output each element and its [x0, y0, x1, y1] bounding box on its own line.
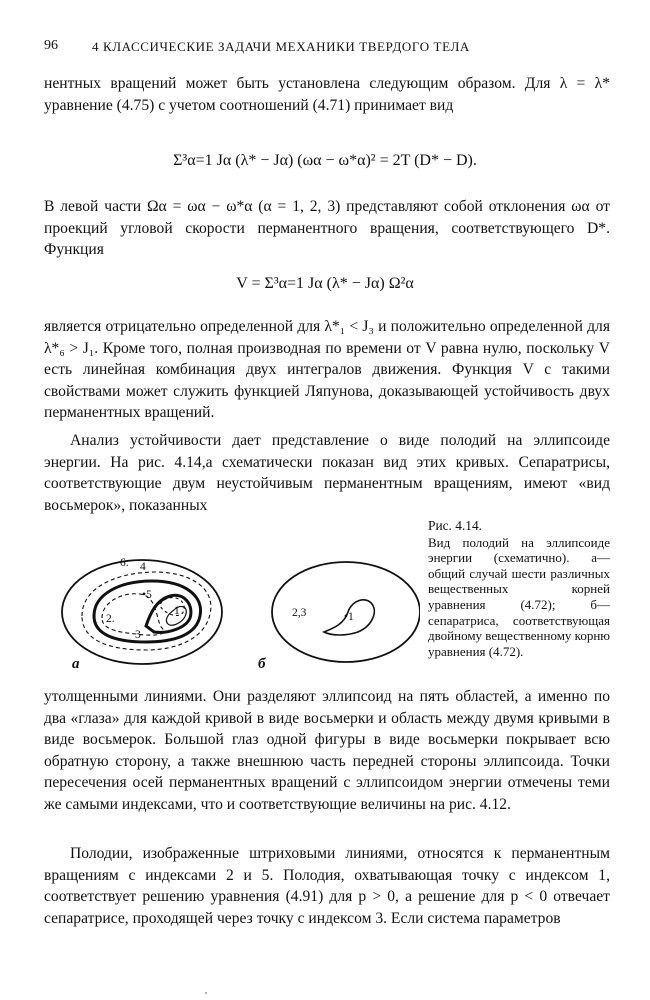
caption-text: Вид полодий на эллипсоиде энергии (схематично). а—общий случай шести различных вещественных корней уравнения (4.72); б—сепаратриса, соответствующая двойному вещественному корню уравнения (4.72). — [428, 534, 610, 659]
paragraph-5 — [44, 686, 610, 816]
label-2-3: 2,3 — [292, 607, 307, 619]
label-3: 3 — [135, 629, 141, 641]
figure-4-14-polhodes — [60, 556, 420, 676]
paragraph-1 — [44, 73, 610, 116]
label-b-1: •1 — [344, 611, 354, 623]
paragraph-3 — [44, 316, 610, 424]
subfigure-label-b: б — [258, 656, 266, 672]
label-6: 6. — [120, 557, 129, 569]
ellipsoid-outline-a — [62, 560, 222, 664]
page-number: 96 — [44, 38, 58, 53]
formula-2-text: V = Σ³α=1 Jα (λ* − Jα) Ω²α — [236, 275, 414, 292]
subfigure-label-a: а — [72, 656, 80, 672]
paragraph-3-text: является отрицательно определенной для λ*₁ < J₃ и положительно определенной для λ*₆ > J₁. Кроме того, полная производная по времени от V равна нулю, поскольку V есть линейная комбинация двух интегралов движения. Функция V с такими свойствами может служить функцией Ляпунова, доказывающей устойчивость двух перманентных вращений. — [44, 318, 610, 422]
paragraph-1-text: нентных вращений может быть установлена следующим образом. Для λ = λ* уравнение (4.75) с учетом соотношений (4.71) принимает вид — [44, 75, 610, 114]
label-4: 4 — [140, 561, 146, 573]
formula-lyapunov-function — [0, 275, 650, 293]
label-5: •5 — [142, 589, 152, 601]
figure-caption — [428, 518, 610, 659]
running-head-title: 4 КЛАССИЧЕСКИЕ ЗАДАЧИ МЕХАНИКИ ТВЕРДОГО ТЕЛА — [92, 39, 470, 54]
caption-number: Рис. 4.14. — [428, 518, 483, 533]
paragraph-2-text: В левой части Ωα = ωα − ω*α (α = 1, 2, 3) представляют собой отклонения ωα от проекций угловой скорости перманентного вращения, соответствующего D*. Функция — [44, 198, 610, 259]
paragraph-2 — [44, 196, 610, 261]
separatrix-3 — [146, 595, 191, 632]
label-2: 2. — [106, 613, 115, 625]
formula-1-text: Σ³α=1 Jα (λ* − Jα) (ωα − ω*α)² = 2T (D* − D). — [173, 152, 477, 169]
paragraph-4-text: Анализ устойчивости дает представление о виде полодий на эллипсоиде энергии. На рис. 4.14,а схематически показан вид этих кривых. Сепаратрисы, соответствующие двум неустойчивым перманентным вращениям, имеют «вид восьмерок», показанных — [44, 432, 610, 514]
paragraph-4 — [44, 430, 610, 516]
paragraph-5-text: утолщенными линиями. Они разделяют эллипсоид на пять областей, а именно по два «глаза» для каждой кривой в виде восьмерки и область между двумя кривыми в виде восьмерок. Большой глаз одной фигуры в виде восьмерки покрывает всю обратную сторону, а также внешнюю часть передней стороны эллипсоида. Точки пересечения осей перманентных вращений с эллипсоидом энергии отмечены теми же самыми индексами, что и соответствующие величины на рис. 4.12. — [44, 688, 610, 813]
running-header — [44, 38, 610, 58]
label-1: 1 — [174, 605, 180, 617]
paragraph-6-text: Полодии, изображенные штриховыми линиями, относятся к перманентным вращениям с индексами 2 и 5. Полодия, охватывающая точку с индексом 1, соответствует решению уравнения (4.91) для p > 0, а решение для p < 0 отвечает сепаратрисе, проходящей через точку с индексом 3. Если система параметров — [44, 845, 610, 927]
formula-4-91-energy — [0, 152, 650, 170]
paragraph-6 — [44, 843, 610, 929]
scan-speck — [205, 992, 207, 994]
